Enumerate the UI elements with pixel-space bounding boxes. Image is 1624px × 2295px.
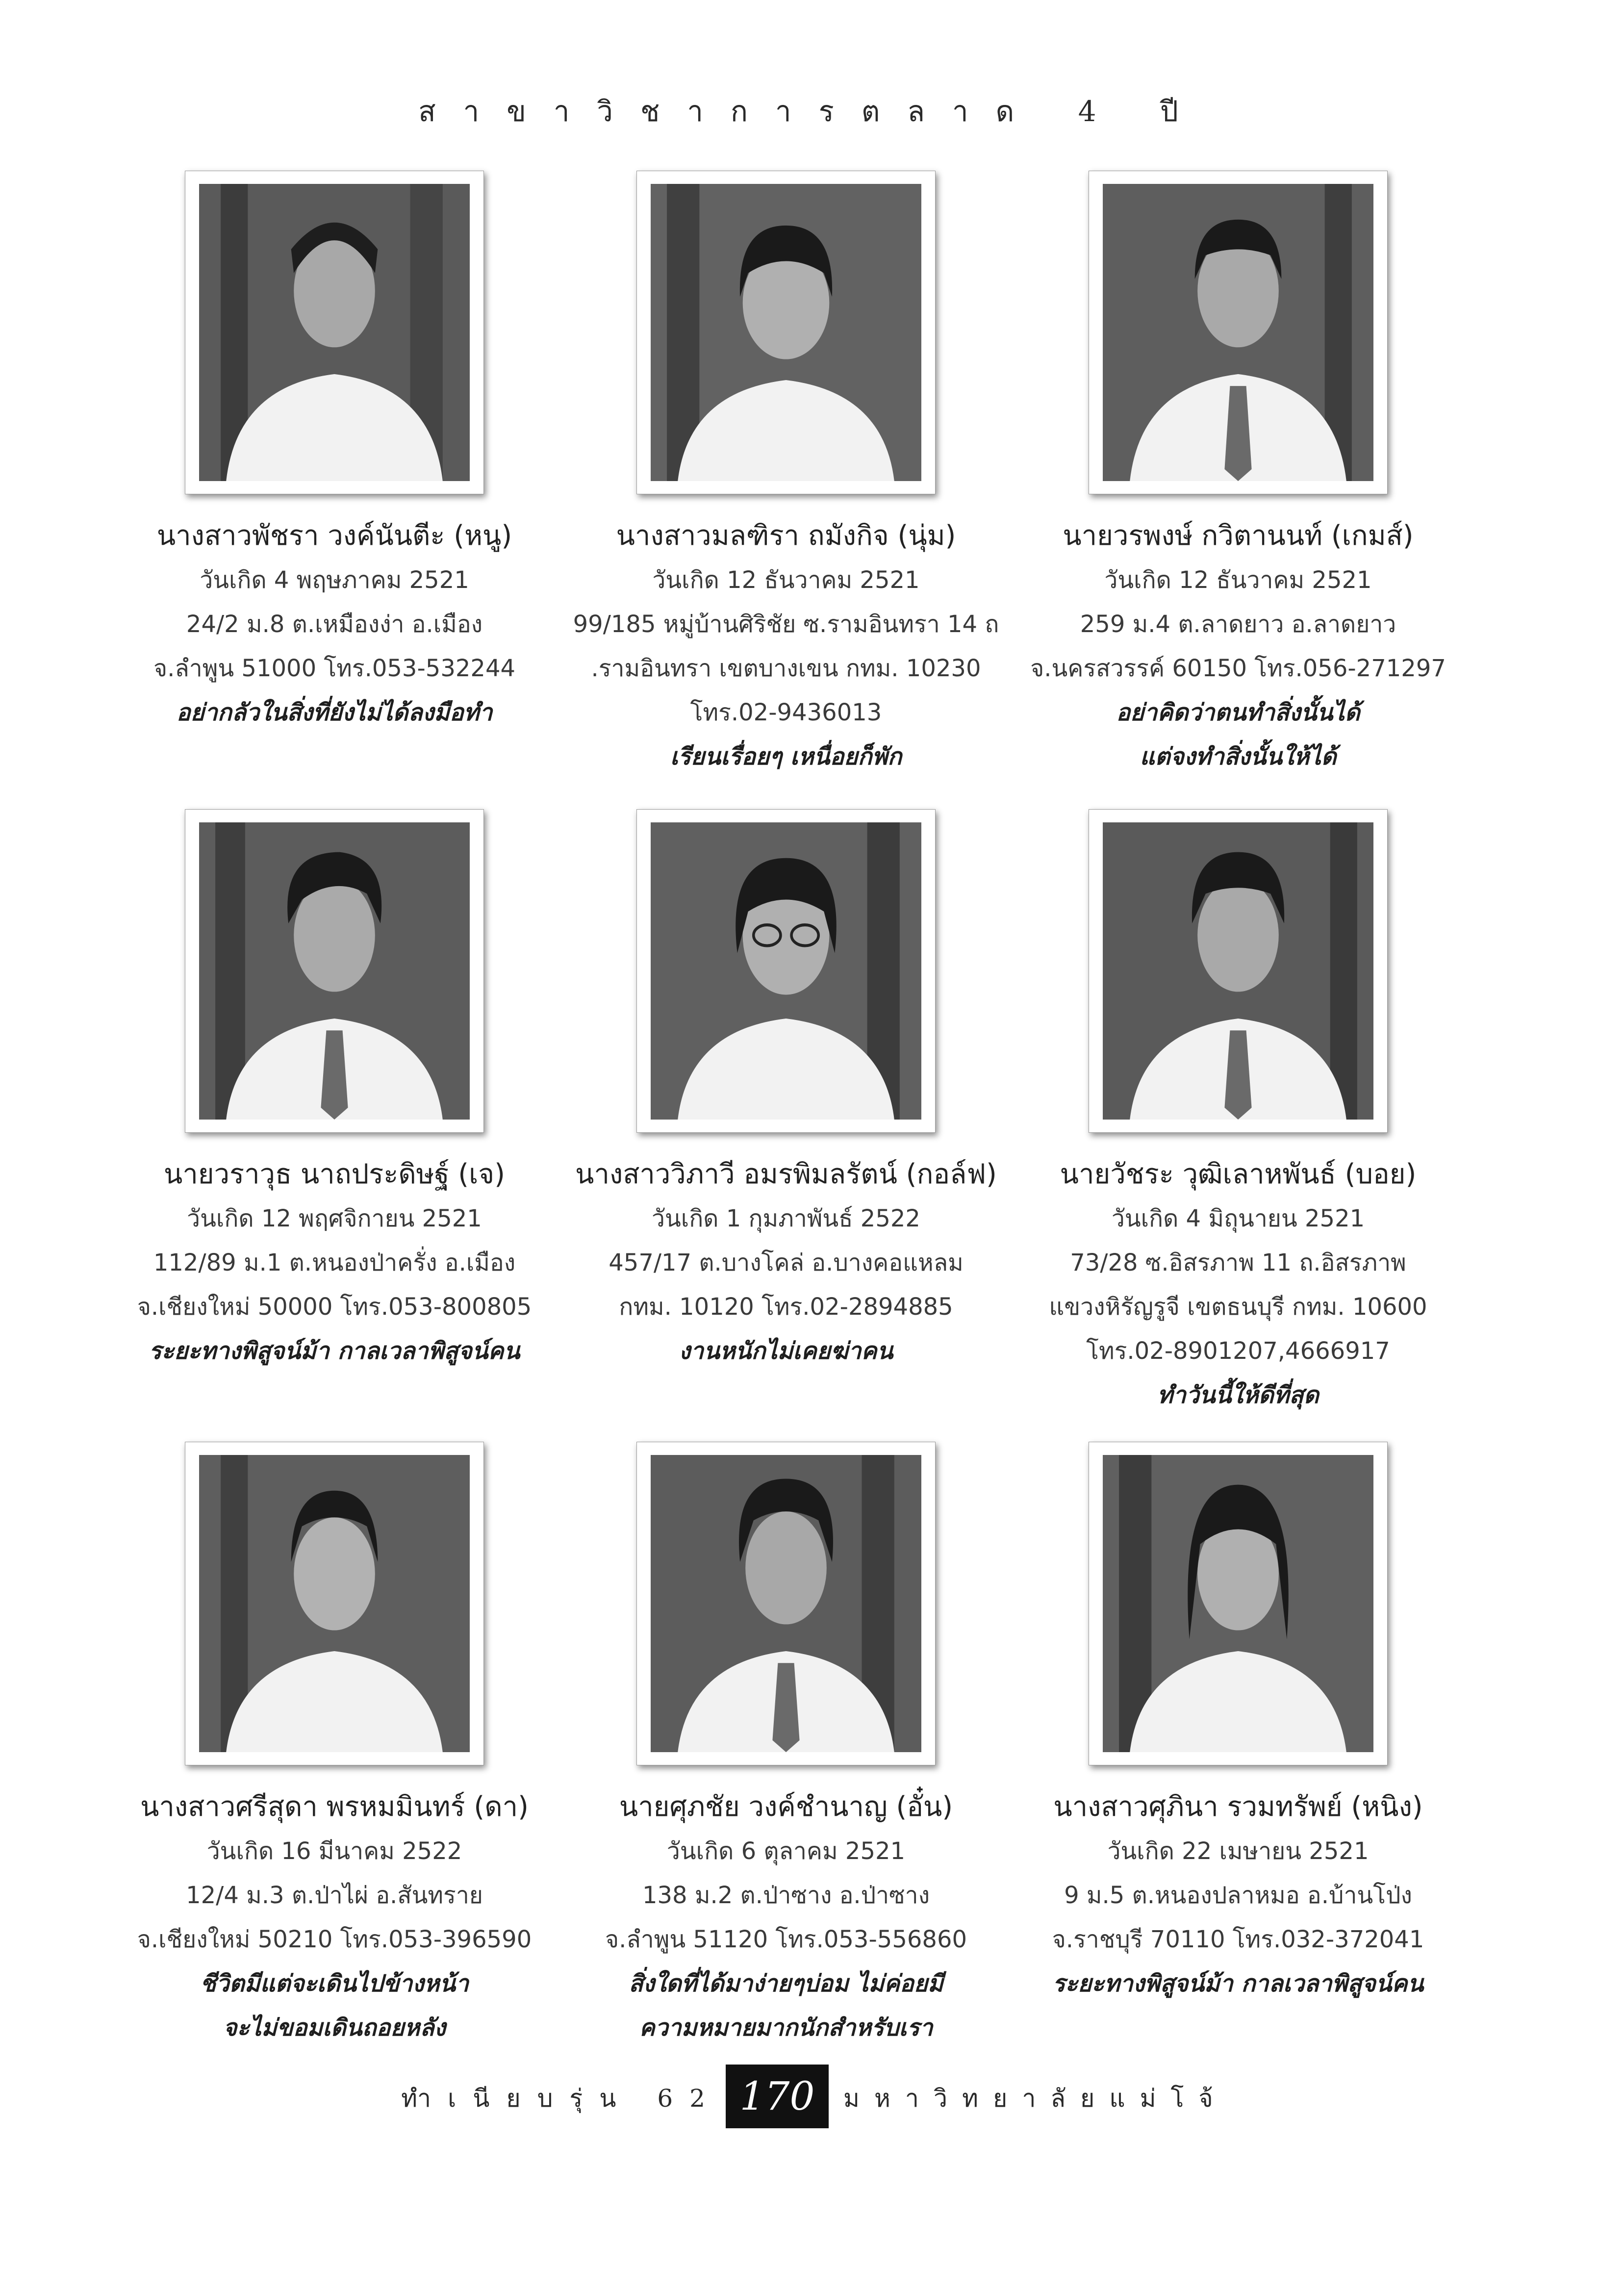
person-name: นายศุภชัย วงค์ชำนาญ (อั๋น) [619,1791,953,1823]
address-line: แขวงหิรัญรูจี เขตธนบุรี กทม. 10600 [1049,1293,1427,1321]
motto-line: ความหมายมากนักสำหรับเรา [639,2014,933,2041]
address-line: จ.ลำพูน 51000 โทร.053-532244 [153,655,516,682]
person-name: นางสาวศุภินา รวมทรัพย์ (หนิง) [1053,1791,1423,1823]
birth-date: วันเกิด 1 กุมภาพันธ์ 2522 [652,1205,920,1232]
motto-line: อย่าคิดว่าตนทำสิ่งนั้นได้ [1116,699,1360,726]
motto-line: แต่จงทำสิ่งนั้นให้ได้ [1140,743,1337,770]
portrait-photo [1089,809,1388,1133]
person-name: นางสาวพัชรา วงค์นันตีะ (หนู) [156,520,512,552]
address-line: โทร.02-9436013 [690,699,882,726]
person-name: นายวราวุธ นาถประดิษฐ์ (เจ) [164,1158,505,1190]
birth-date: วันเกิด 4 พฤษภาคม 2521 [200,566,469,594]
portrait-image [651,822,921,1120]
person-name: นายวัชระ วุฒิเลาหพันธ์ (บอย) [1060,1158,1417,1190]
address-line: 112/89 ม.1 ต.หนองป่าครั่ง อ.เมือง [153,1249,516,1276]
motto-line: ชีวิตมีแต่จะเดินไปข้างหน้า [200,1970,469,1997]
portrait-photo [185,1442,484,1765]
portrait-image [199,1455,470,1752]
portrait-image [1103,822,1373,1120]
motto-line: จะไม่ขอมเดินถอยหลัง [223,2014,446,2041]
portrait-photo [636,1442,936,1765]
birth-date: วันเกิด 4 มิถุนายน 2521 [1111,1205,1365,1232]
portrait-photo [1089,171,1388,494]
address-line: จ.เชียงใหม่ 50210 โทร.053-396590 [137,1926,532,1953]
page-footer [0,2065,1624,2128]
portrait-photo [636,809,936,1133]
portrait-silhouette-icon [199,184,470,481]
birth-date: วันเกิด 12 ธันวาคม 2521 [1104,566,1372,594]
portrait-silhouette-icon [651,1455,921,1752]
portrait-image [651,184,921,481]
address-line: .รามอินทรา เขตบางเขน กทม. 10230 [591,655,981,682]
address-line: 73/28 ซ.อิสรภาพ 11 ถ.อิสรภาพ [1070,1249,1406,1276]
birth-date: วันเกิด 6 ตุลาคม 2521 [666,1837,906,1865]
person-name: นายวรพงษ์ กวิตานนท์ (เกมส์) [1063,520,1414,552]
address-line: 24/2 ม.8 ต.เหมืองง่า อ.เมือง [186,611,483,638]
portrait-image [651,1455,921,1752]
portrait-photo [636,171,936,494]
address-line: กทม. 10120 โทร.02-2894885 [619,1293,953,1321]
address-line: 138 ม.2 ต.ป่าซาง อ.ป่าซาง [642,1882,930,1909]
address-line: 12/4 ม.3 ต.ป่าไผ่ อ.สันทราย [186,1882,483,1909]
page-title: สาขาวิชาการตลาด 4 ปี [418,95,1206,128]
address-line: 99/185 หมู่บ้านศิริชัย ซ.รามอินทรา 14 ถ [573,611,999,638]
person-name: นางสาวศรีสุดา พรหมมินทร์ (ดา) [140,1791,529,1823]
birth-date: วันเกิด 12 พฤศจิกายน 2521 [187,1205,482,1232]
address-line: จ.นครสวรรค์ 60150 โทร.056-271297 [1030,655,1446,682]
motto-line: ระยะทางพิสูจน์ม้า กาลเวลาพิสูจน์คน [149,1337,520,1365]
motto-line: ระยะทางพิสูจน์ม้า กาลเวลาพิสูจน์คน [1052,1970,1424,1997]
motto-line: งานหนักไม่เคยฆ่าคน [679,1337,893,1365]
portrait-silhouette-icon [1103,184,1373,481]
motto-line: สิ่งใดที่ได้มาง่ายๆบ่อม ไม่ค่อยมี [629,1970,943,1997]
portrait-photo [1089,1442,1388,1765]
portrait-image [1103,184,1373,481]
portrait-silhouette-icon [199,822,470,1120]
birth-date: วันเกิด 12 ธันวาคม 2521 [652,566,920,594]
address-line: จ.ราชบุรี 70110 โทร.032-372041 [1052,1926,1424,1953]
portrait-image [199,822,470,1120]
motto-line: อย่ากลัวในสิ่งที่ยังไม่ได้ลงมือทำ [176,699,493,726]
birth-date: วันเกิด 22 เมษายน 2521 [1107,1837,1369,1865]
page-number: 170 [726,2065,829,2128]
address-line: โทร.02-8901207,4666917 [1086,1337,1390,1365]
person-name: นางสาวมลฑิรา ถมังกิจ (นุ่ม) [616,520,956,552]
birth-date: วันเกิด 16 มีนาคม 2522 [206,1837,462,1865]
portrait-photo [185,809,484,1133]
address-line: 259 ม.4 ต.ลาดยาว อ.ลาดยาว [1080,611,1396,638]
address-line: 457/17 ต.บางโคล่ อ.บางคอแหลม [609,1249,964,1276]
portrait-silhouette-icon [651,822,921,1120]
portrait-silhouette-icon [651,184,921,481]
address-line: 9 ม.5 ต.หนองปลาหมอ อ.บ้านโป่ง [1064,1882,1412,1909]
address-line: จ.เชียงใหม่ 50000 โทร.053-800805 [137,1293,532,1321]
address-line: จ.ลำพูน 51120 โทร.053-556860 [605,1926,967,1953]
portrait-silhouette-icon [199,1455,470,1752]
portrait-silhouette-icon [1103,1455,1373,1752]
portrait-photo [185,171,484,494]
footer-university-name: มหาวิทยาลัยแม่โจ้ [843,2084,1228,2113]
footer-yearbook-title: ทำเนียบรุ่น 62 [401,2084,722,2113]
portrait-silhouette-icon [1103,822,1373,1120]
portrait-image [1103,1455,1373,1752]
person-name: นางสาววิภาวี อมรพิมลรัตน์ (กอล์ฟ) [575,1158,997,1190]
portrait-image [199,184,470,481]
motto-line: เรียนเรื่อยๆ เหนื่อยก็พัก [670,743,902,770]
motto-line: ทำวันนี้ให้ดีที่สุด [1157,1381,1319,1409]
